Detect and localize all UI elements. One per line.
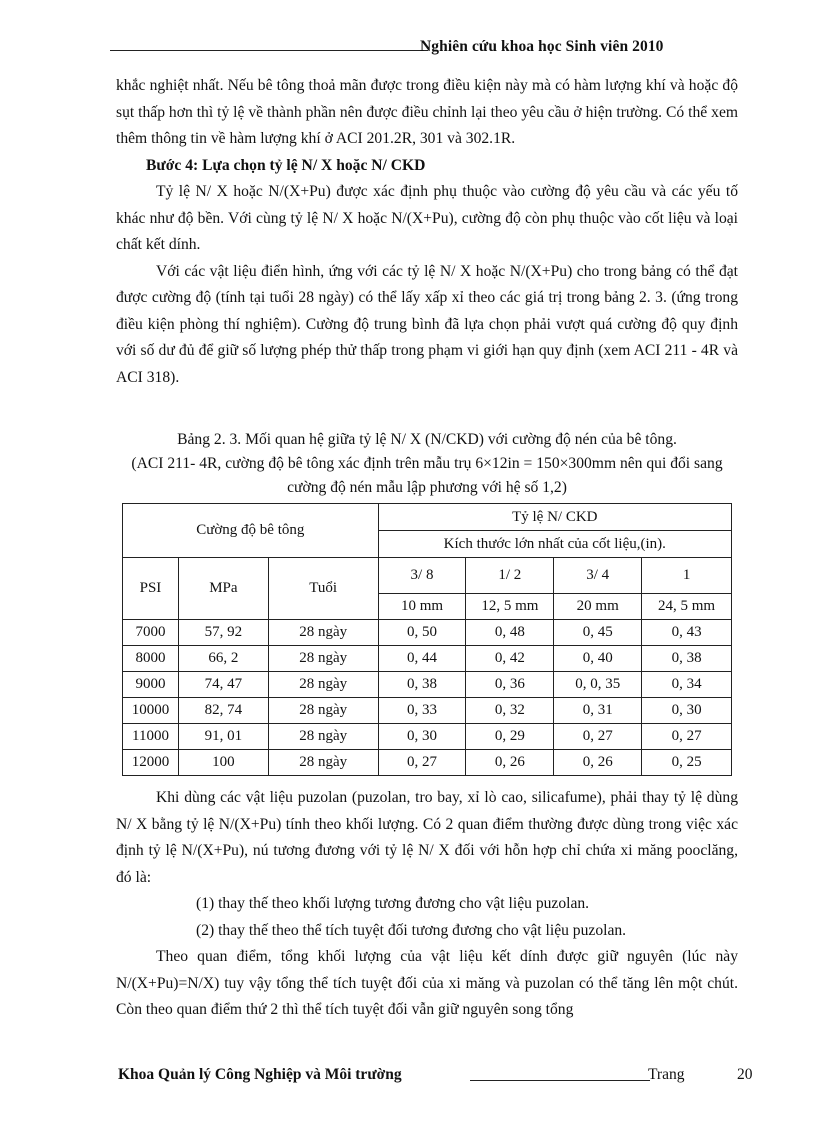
header-ratio: Tỷ lệ N/ CKD [378, 504, 731, 531]
header-rule [110, 50, 428, 51]
table-cell: 9000 [123, 672, 179, 698]
list-item-1: (1) thay thế theo khối lượng tương đương cho vật liệu puzolan. [196, 895, 590, 912]
paragraph-4: Khi dùng các vật liệu puzolan (puzolan, tro bay, xỉ lò cao, silicafume), phải thay tỷ lệ dùng N/ X bằng tỷ lệ N/(X+Pu) tính theo khối lượng. Có 2 quan điểm thường được dùng trong việc xác định tỷ lệ N/(X+Pu), nú tương đương với tỷ lệ N/ X đối với hỗn hợp chỉ chứa xi măng pooclăng, đó là: [116, 789, 738, 886]
table-cell: 0, 32 [466, 698, 554, 724]
table-cell: 28 ngày [268, 724, 378, 750]
table-caption-line-2: (ACI 211- 4R, cường độ bê tông xác định trên mẫu trụ 6×12in = 150×300mm nên qui đổi sang cường độ nén mẫu lập phương với hệ số 1,2) [131, 455, 723, 496]
table-row [123, 698, 732, 724]
footer-page-label: Trang [648, 1066, 685, 1083]
footer-rule [470, 1080, 650, 1081]
table-cell: 0, 26 [466, 750, 554, 776]
table-cell: 0, 30 [378, 724, 466, 750]
table-cell: 0, 34 [642, 672, 732, 698]
table-cell: 0, 38 [642, 646, 732, 672]
footer-page-number: 20 [737, 1066, 753, 1083]
table-cell: 0, 27 [378, 750, 466, 776]
table-cell: 0, 50 [378, 620, 466, 646]
size-mm-cell: 12, 5 mm [466, 594, 554, 620]
table-cell: 0, 48 [466, 620, 554, 646]
header-mpa: MPa [178, 558, 268, 620]
paragraph-3: Với các vật liệu điển hình, ứng với các tỷ lệ N/ X hoặc N/(X+Pu) cho trong bảng có thể đạt được cường độ (tính tại tuổi 28 ngày) có thể lấy xấp xỉ theo các giá trị trong bảng 2. 3. (ứng trong điều kiện phòng thí nghiệm). Cường độ trung bình đã lựa chọn phải vượt quá cường độ quy định với số dư đủ để giữ số lượng phép thử thấp trong phạm vi giới hạn quy định (xem ACI 211 - 4R và ACI 318). [116, 262, 738, 386]
table-cell: 11000 [123, 724, 179, 750]
table-cell: 0, 31 [554, 698, 642, 724]
table-cell: 28 ngày [268, 672, 378, 698]
paragraph-5: Theo quan điểm, tổng khối lượng của vật liệu kết dính được giữ nguyên (lúc này N/(X+Pu)=N/X) tuy vậy tổng thể tích tuyệt đối của xi măng và puzolan có thể tăng lên một chút. Còn theo quan điểm thứ 2 thì thể tích tuyệt đối vẫn giữ nguyên song tổng [116, 948, 738, 1018]
header-strength: Cường độ bê tông [123, 504, 379, 558]
table-row [123, 620, 732, 646]
table-cell: 0, 25 [642, 750, 732, 776]
table-cell: 0, 43 [642, 620, 732, 646]
header-title: Nghiên cứu khoa học Sinh viên 2010 [420, 38, 664, 55]
body-section-2 [116, 785, 738, 1024]
table-cell: 74, 47 [178, 672, 268, 698]
table-row [123, 672, 732, 698]
table-cell: 0, 0, 35 [554, 672, 642, 698]
table-cell: 91, 01 [178, 724, 268, 750]
strength-ratio-table [122, 503, 732, 776]
table-cell: 28 ngày [268, 698, 378, 724]
table-cell: 7000 [123, 620, 179, 646]
table-cell: 0, 29 [466, 724, 554, 750]
size-mm-cell: 20 mm [554, 594, 642, 620]
table-cell: 82, 74 [178, 698, 268, 724]
table-cell: 28 ngày [268, 646, 378, 672]
size-in-cell: 3/ 4 [554, 558, 642, 594]
table-cell: 0, 27 [642, 724, 732, 750]
table-row [123, 646, 732, 672]
table-cell: 10000 [123, 698, 179, 724]
footer-faculty: Khoa Quản lý Công Nghiệp và Môi trường [118, 1066, 402, 1083]
table-cell: 0, 30 [642, 698, 732, 724]
size-in-cell: 3/ 8 [378, 558, 466, 594]
table-cell: 28 ngày [268, 620, 378, 646]
header-aggregate: Kích thước lớn nhất của cốt liệu,(in). [378, 531, 731, 558]
body-section-1 [116, 73, 738, 391]
table-cell: 0, 36 [466, 672, 554, 698]
table-cell: 0, 27 [554, 724, 642, 750]
table-cell: 28 ngày [268, 750, 378, 776]
paragraph-1: khắc nghiệt nhất. Nếu bê tông thoả mãn được trong điều kiện này mà có hàm lượng khí và hoặc độ sụt thấp hơn thì tỷ lệ về thành phần nên được điều chỉnh lại theo yêu cầu ở hiện trường. Có thể xem thêm thông tin về hàm lượng khí ở ACI 201.2R, 301 và 302.1R. [116, 77, 738, 147]
table-cell: 100 [178, 750, 268, 776]
table-cell: 0, 40 [554, 646, 642, 672]
table-cell: 57, 92 [178, 620, 268, 646]
table-caption [116, 428, 738, 500]
header-age: Tuổi [268, 558, 378, 620]
table-row [123, 724, 732, 750]
table-cell: 0, 26 [554, 750, 642, 776]
table-row [123, 750, 732, 776]
table-cell: 12000 [123, 750, 179, 776]
table-cell: 8000 [123, 646, 179, 672]
table-cell: 0, 38 [378, 672, 466, 698]
size-in-cell: 1/ 2 [466, 558, 554, 594]
size-mm-cell: 24, 5 mm [642, 594, 732, 620]
step-4-heading: Bước 4: Lựa chọn tỷ lệ N/ X hoặc N/ CKD [146, 156, 426, 174]
table-cell: 0, 42 [466, 646, 554, 672]
table-cell: 0, 45 [554, 620, 642, 646]
table-cell: 66, 2 [178, 646, 268, 672]
table-cell: 0, 33 [378, 698, 466, 724]
table-cell: 0, 44 [378, 646, 466, 672]
list-item-2: (2) thay thế theo thể tích tuyệt đối tương đương cho vật liệu puzolan. [196, 921, 627, 939]
paragraph-2: Tỷ lệ N/ X hoặc N/(X+Pu) được xác định phụ thuộc vào cường độ yêu cầu và các yếu tố khác như độ bền. Với cùng tỷ lệ N/ X hoặc N/(X+Pu), cường độ còn phụ thuộc vào cốt liệu và loại chất kết dính. [116, 183, 738, 253]
size-in-cell: 1 [642, 558, 732, 594]
size-mm-cell: 10 mm [378, 594, 466, 620]
header-psi: PSI [123, 558, 179, 620]
table-caption-line-1: Bảng 2. 3. Mối quan hệ giữa tỷ lệ N/ X (N/CKD) với cường độ nén của bê tông. [177, 431, 677, 448]
